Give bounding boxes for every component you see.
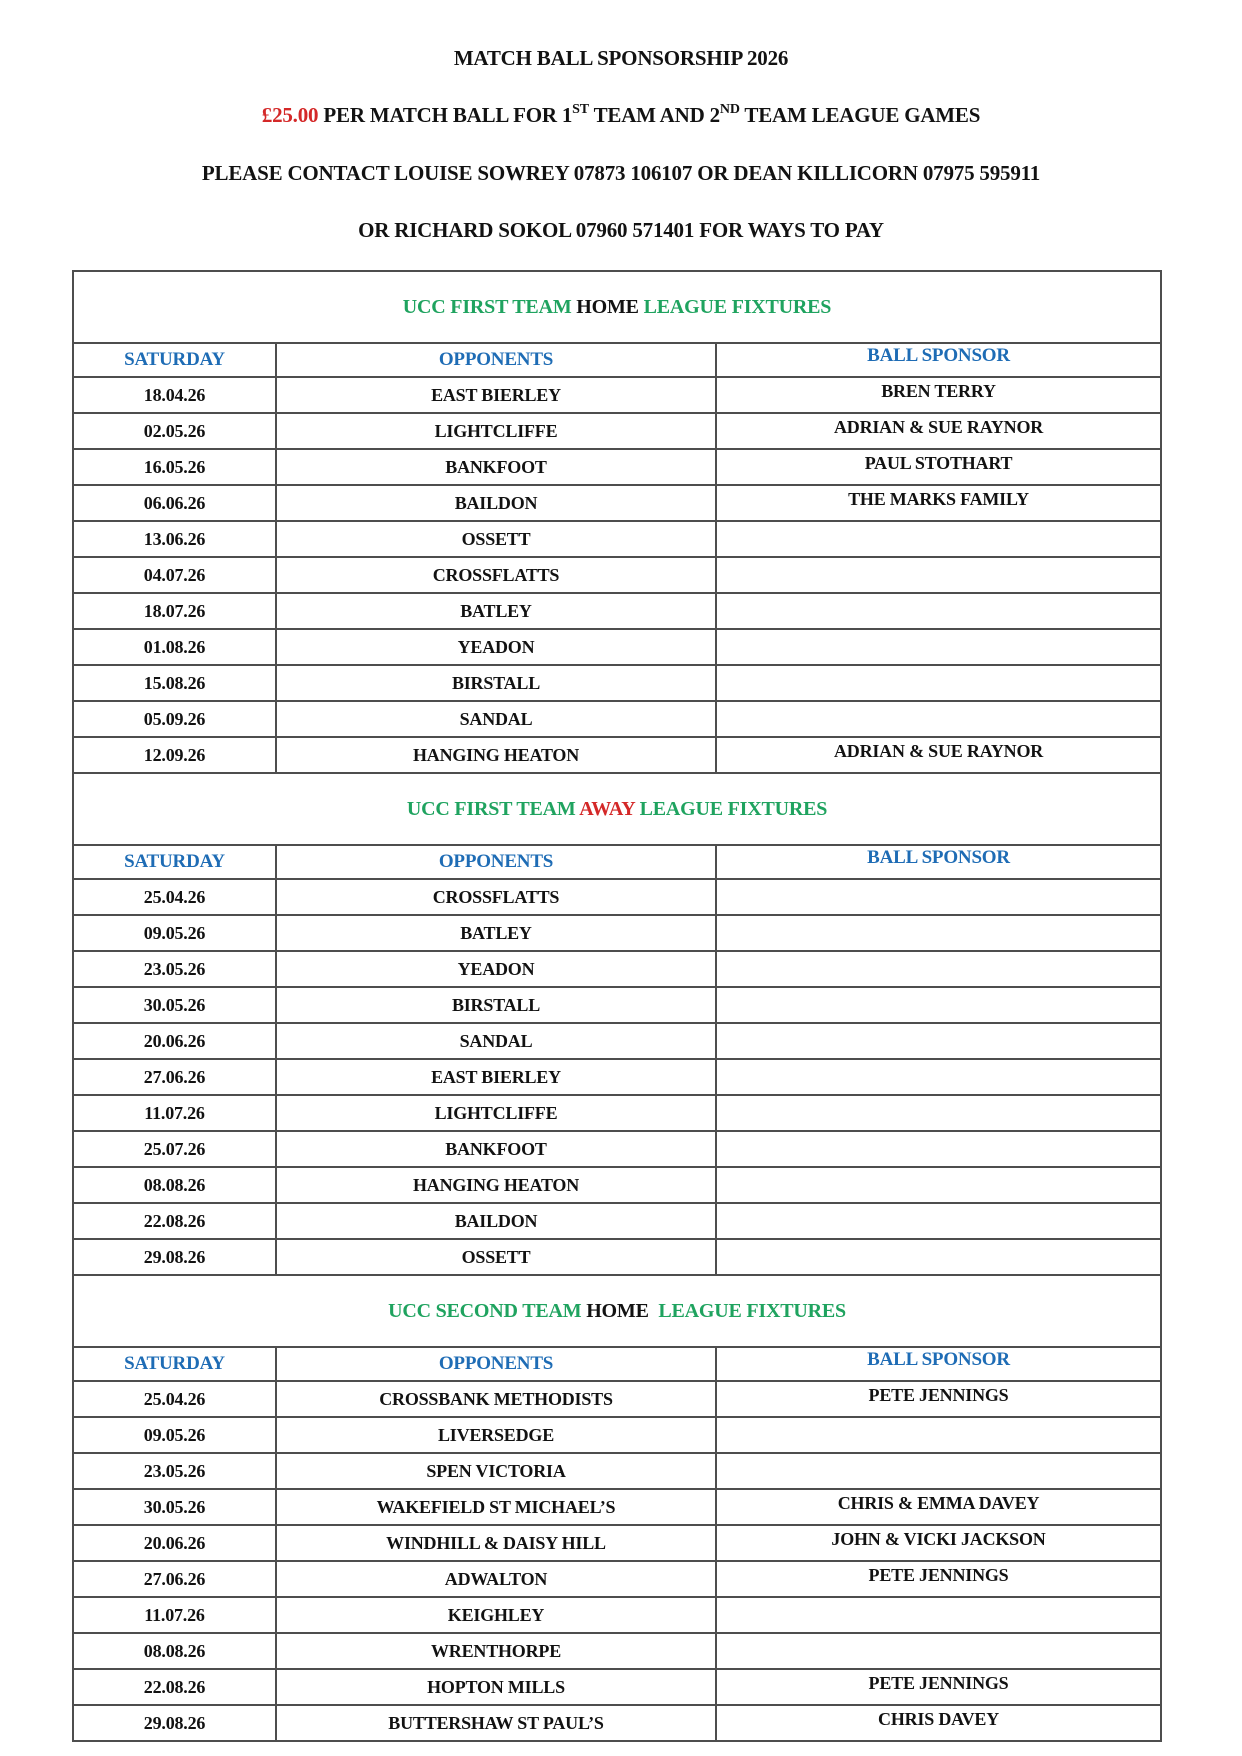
section-title	[73, 773, 1161, 845]
fixture-row	[73, 1203, 1161, 1239]
column-header-ball-sponsor: BALL SPONSOR	[716, 845, 1161, 879]
fixture-row	[73, 1131, 1161, 1167]
fixture-opponent: CROSSBANK METHODISTS	[276, 1381, 716, 1417]
column-header-row	[73, 1347, 1161, 1381]
column-header-ball-sponsor: BALL SPONSOR	[716, 343, 1161, 377]
fixture-row	[73, 485, 1161, 521]
fixture-opponent: WRENTHORPE	[276, 1633, 716, 1669]
fixture-date: 22.08.26	[73, 1669, 276, 1705]
fixture-date: 06.06.26	[73, 485, 276, 521]
fixture-opponent: CROSSFLATTS	[276, 557, 716, 593]
section-title-part: LEAGUE FIXTURES	[648, 1299, 846, 1322]
fixture-row	[73, 1239, 1161, 1275]
fixture-date: 25.04.26	[73, 879, 276, 915]
fixture-row	[73, 1381, 1161, 1417]
fixture-opponent: LIGHTCLIFFE	[276, 413, 716, 449]
fixture-opponent: WAKEFIELD ST MICHAEL’S	[276, 1489, 716, 1525]
fixture-sponsor: PETE JENNINGS	[716, 1381, 1161, 1417]
fixture-sponsor	[716, 1417, 1161, 1453]
fixture-opponent: BANKFOOT	[276, 1131, 716, 1167]
fixture-sponsor: BREN TERRY	[716, 377, 1161, 413]
fixture-date: 08.08.26	[73, 1167, 276, 1203]
fixture-date: 22.08.26	[73, 1203, 276, 1239]
fixture-date: 09.05.26	[73, 1417, 276, 1453]
section-title-row	[73, 773, 1161, 845]
section-title-row	[73, 1275, 1161, 1347]
fixture-date: 30.05.26	[73, 987, 276, 1023]
fixture-row	[73, 1705, 1161, 1741]
section-title-part: HOME	[576, 295, 639, 318]
fixture-row	[73, 737, 1161, 773]
fixture-row	[73, 665, 1161, 701]
fixture-row	[73, 629, 1161, 665]
fixture-opponent: WINDHILL & DAISY HILL	[276, 1525, 716, 1561]
fixture-row	[73, 915, 1161, 951]
fixture-date: 29.08.26	[73, 1705, 276, 1741]
fixture-sponsor	[716, 665, 1161, 701]
fixture-date: 20.06.26	[73, 1023, 276, 1059]
price-line-text-a: PER MATCH BALL FOR 1	[318, 103, 573, 127]
fixture-date: 05.09.26	[73, 701, 276, 737]
fixture-date: 16.05.26	[73, 449, 276, 485]
fixture-opponent: BANKFOOT	[276, 449, 716, 485]
fixture-row	[73, 1489, 1161, 1525]
fixture-opponent: ADWALTON	[276, 1561, 716, 1597]
ordinal-st: ST	[572, 102, 589, 117]
fixture-sponsor: PETE JENNINGS	[716, 1561, 1161, 1597]
fixture-date: 01.08.26	[73, 629, 276, 665]
section-title-part: HOME	[586, 1299, 649, 1322]
fixture-sponsor	[716, 1239, 1161, 1275]
fixture-opponent: HANGING HEATON	[276, 737, 716, 773]
fixture-row	[73, 1059, 1161, 1095]
fixture-sponsor	[716, 879, 1161, 915]
fixture-opponent: BATLEY	[276, 915, 716, 951]
fixture-opponent: BIRSTALL	[276, 665, 716, 701]
section-title-part: LEAGUE FIXTURES	[634, 797, 828, 820]
section-title-part: UCC FIRST TEAM	[402, 295, 577, 318]
fixture-date: 12.09.26	[73, 737, 276, 773]
fixture-sponsor: PETE JENNINGS	[716, 1669, 1161, 1705]
contact-line-1: PLEASE CONTACT LOUISE SOWREY 07873 106107 OR DEAN KILLICORN 07975 595911	[201, 161, 1041, 185]
fixture-row	[73, 1417, 1161, 1453]
fixture-sponsor	[716, 1453, 1161, 1489]
fixture-sponsor	[716, 557, 1161, 593]
fixture-row	[73, 521, 1161, 557]
fixture-date: 04.07.26	[73, 557, 276, 593]
fixture-sponsor	[716, 593, 1161, 629]
column-header-saturday: SATURDAY	[73, 343, 276, 377]
section-title-part: UCC FIRST TEAM	[406, 797, 580, 820]
fixture-sponsor	[716, 1059, 1161, 1095]
fixture-row	[73, 879, 1161, 915]
fixture-row	[73, 413, 1161, 449]
column-header-saturday: SATURDAY	[73, 1347, 276, 1381]
fixture-date: 13.06.26	[73, 521, 276, 557]
fixture-opponent: OSSETT	[276, 521, 716, 557]
fixtures-table-body	[73, 271, 1161, 1741]
price-line-text-b: TEAM AND 2	[588, 103, 720, 127]
fixture-opponent: OSSETT	[276, 1239, 716, 1275]
column-header-opponents: OPPONENTS	[276, 343, 716, 377]
fixture-sponsor	[716, 1597, 1161, 1633]
fixture-sponsor	[716, 1131, 1161, 1167]
fixture-row	[73, 701, 1161, 737]
fixture-date: 23.05.26	[73, 951, 276, 987]
fixture-row	[73, 1023, 1161, 1059]
fixture-date: 15.08.26	[73, 665, 276, 701]
section-title	[73, 1275, 1161, 1347]
fixture-opponent: HOPTON MILLS	[276, 1669, 716, 1705]
column-header-opponents: OPPONENTS	[276, 1347, 716, 1381]
fixture-date: 11.07.26	[73, 1597, 276, 1633]
fixture-date: 29.08.26	[73, 1239, 276, 1275]
price-line-text-c: TEAM LEAGUE GAMES	[739, 103, 981, 127]
fixture-sponsor: ADRIAN & SUE RAYNOR	[716, 737, 1161, 773]
fixture-date: 08.08.26	[73, 1633, 276, 1669]
fixture-sponsor	[716, 629, 1161, 665]
fixtures-table	[72, 270, 1162, 1742]
fixture-row	[73, 1561, 1161, 1597]
fixture-row	[73, 987, 1161, 1023]
fixture-date: 30.05.26	[73, 1489, 276, 1525]
fixture-sponsor	[716, 521, 1161, 557]
fixture-row	[73, 1453, 1161, 1489]
column-header-opponents: OPPONENTS	[276, 845, 716, 879]
fixture-opponent: KEIGHLEY	[276, 1597, 716, 1633]
fixture-opponent: LIVERSEDGE	[276, 1417, 716, 1453]
fixture-sponsor: CHRIS DAVEY	[716, 1705, 1161, 1741]
fixture-opponent: SANDAL	[276, 1023, 716, 1059]
fixture-date: 20.06.26	[73, 1525, 276, 1561]
price-line	[0, 103, 1242, 128]
fixture-date: 23.05.26	[73, 1453, 276, 1489]
fixture-sponsor	[716, 987, 1161, 1023]
fixture-sponsor: CHRIS & EMMA DAVEY	[716, 1489, 1161, 1525]
fixture-row	[73, 1597, 1161, 1633]
fixture-opponent: BAILDON	[276, 485, 716, 521]
column-header-ball-sponsor: BALL SPONSOR	[716, 1347, 1161, 1381]
fixture-sponsor	[716, 1167, 1161, 1203]
fixture-row	[73, 951, 1161, 987]
column-header-saturday: SATURDAY	[73, 845, 276, 879]
contact-line-2: OR RICHARD SOKOL 07960 571401 FOR WAYS TO PAY	[358, 218, 884, 242]
fixture-row	[73, 557, 1161, 593]
document-header	[0, 0, 1242, 243]
column-header-row	[73, 845, 1161, 879]
fixture-sponsor	[716, 1023, 1161, 1059]
fixture-sponsor: THE MARKS FAMILY	[716, 485, 1161, 521]
fixture-date: 18.07.26	[73, 593, 276, 629]
fixture-opponent: BAILDON	[276, 1203, 716, 1239]
price-amount: £25.00	[261, 103, 319, 127]
fixture-date: 25.07.26	[73, 1131, 276, 1167]
fixture-row	[73, 1525, 1161, 1561]
fixture-date: 27.06.26	[73, 1059, 276, 1095]
fixture-opponent: EAST BIERLEY	[276, 377, 716, 413]
fixture-opponent: YEADON	[276, 951, 716, 987]
page-title: MATCH BALL SPONSORSHIP 2026	[453, 46, 789, 70]
fixture-row	[73, 449, 1161, 485]
fixture-row	[73, 1167, 1161, 1203]
fixture-row	[73, 1633, 1161, 1669]
section-title	[73, 271, 1161, 343]
fixture-sponsor	[716, 1203, 1161, 1239]
fixtures-table-container	[72, 270, 1160, 1742]
fixture-sponsor	[716, 915, 1161, 951]
ordinal-nd: ND	[719, 102, 740, 117]
fixture-opponent: SPEN VICTORIA	[276, 1453, 716, 1489]
section-title-part: UCC SECOND TEAM	[388, 1299, 587, 1322]
fixture-date: 27.06.26	[73, 1561, 276, 1597]
fixture-row	[73, 377, 1161, 413]
fixture-sponsor: JOHN & VICKI JACKSON	[716, 1525, 1161, 1561]
fixture-date: 02.05.26	[73, 413, 276, 449]
fixture-opponent: CROSSFLATTS	[276, 879, 716, 915]
fixture-date: 11.07.26	[73, 1095, 276, 1131]
fixture-sponsor: ADRIAN & SUE RAYNOR	[716, 413, 1161, 449]
fixture-opponent: SANDAL	[276, 701, 716, 737]
fixture-date: 09.05.26	[73, 915, 276, 951]
fixture-date: 25.04.26	[73, 1381, 276, 1417]
section-title-row	[73, 271, 1161, 343]
fixture-row	[73, 593, 1161, 629]
fixture-sponsor	[716, 1633, 1161, 1669]
section-title-part: AWAY	[579, 797, 635, 820]
fixture-row	[73, 1669, 1161, 1705]
fixture-opponent: BIRSTALL	[276, 987, 716, 1023]
fixture-row	[73, 1095, 1161, 1131]
fixture-sponsor	[716, 1095, 1161, 1131]
fixture-opponent: LIGHTCLIFFE	[276, 1095, 716, 1131]
fixture-opponent: HANGING HEATON	[276, 1167, 716, 1203]
section-title-part: LEAGUE FIXTURES	[638, 295, 832, 318]
fixture-opponent: BATLEY	[276, 593, 716, 629]
fixture-sponsor: PAUL STOTHART	[716, 449, 1161, 485]
fixture-opponent: BUTTERSHAW ST PAUL’S	[276, 1705, 716, 1741]
column-header-row	[73, 343, 1161, 377]
fixture-opponent: EAST BIERLEY	[276, 1059, 716, 1095]
fixture-sponsor	[716, 701, 1161, 737]
fixture-opponent: YEADON	[276, 629, 716, 665]
fixture-date: 18.04.26	[73, 377, 276, 413]
fixture-sponsor	[716, 951, 1161, 987]
